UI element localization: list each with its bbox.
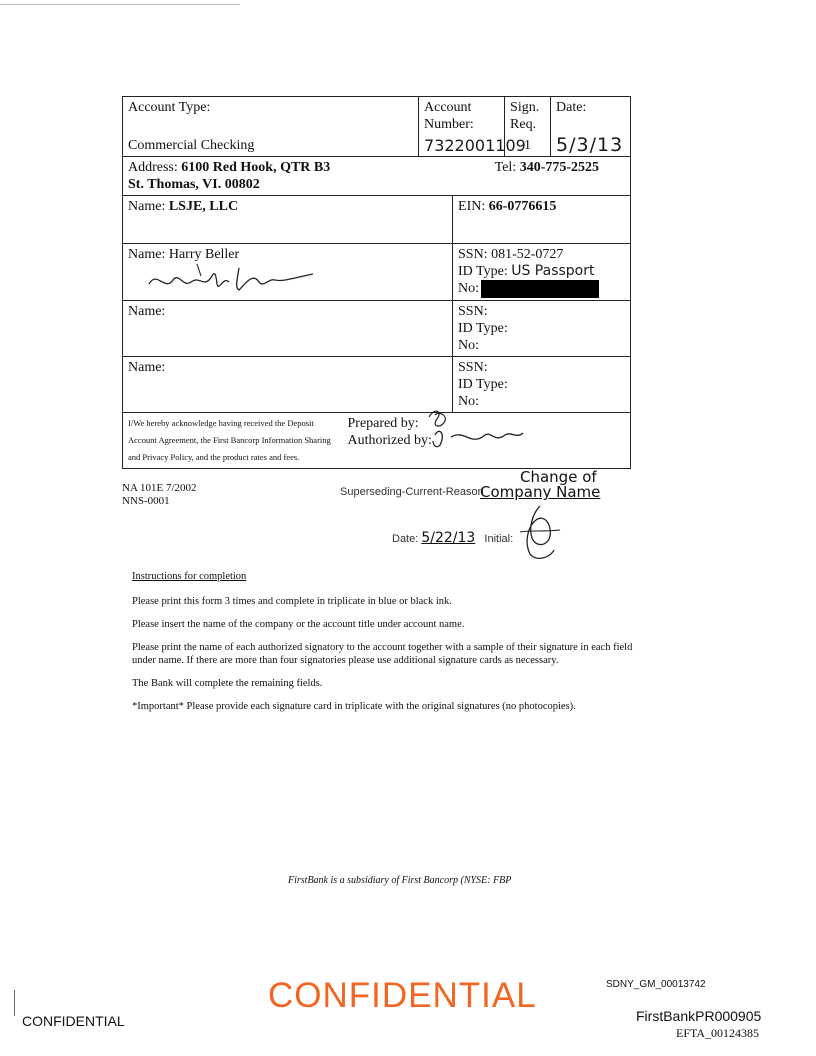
- address-label: Address:: [128, 160, 178, 175]
- date-label: Date:: [551, 97, 631, 136]
- instructions-section: [132, 570, 652, 723]
- signatory-1-ssn-value: 081-52-0727: [491, 247, 564, 262]
- superseding-label: Superseding-Current-Reason: [340, 486, 484, 498]
- company-name-label: Name:: [128, 199, 166, 214]
- signatory-1-id-cell: [453, 244, 631, 301]
- acknowledgement-text: I/We hereby acknowledge having received the Deposit Account Agreement, the First Bancorp Information Sharing and Privacy Policy, and the product rates and fees.: [123, 413, 343, 469]
- ein-value: 66-0776615: [488, 199, 557, 214]
- account-values-row: [123, 135, 631, 157]
- instruction-item: Please insert the name of the company or the account title under account name.: [132, 619, 465, 630]
- signatory-2-id-cell: [453, 301, 631, 357]
- left-margin-line: [14, 990, 15, 1016]
- signatory-3-id-type-label: ID Type:: [458, 377, 508, 392]
- initial-label: Initial:: [484, 533, 514, 545]
- ein-label: EIN:: [458, 199, 486, 214]
- handwritten-change-reason: [480, 470, 600, 500]
- signature-card-table: [122, 96, 631, 469]
- account-type-label: Account Type:: [123, 97, 419, 136]
- company-row: [123, 196, 631, 244]
- signatory-row-2: [123, 301, 631, 357]
- ein-cell: [453, 196, 631, 244]
- instructions-title: Instructions for completion: [132, 571, 247, 582]
- signatory-2-no-label: No:: [458, 338, 480, 353]
- prepared-authorized-cell: [343, 413, 631, 469]
- tel-value: 340-775-2525: [519, 160, 600, 175]
- prepared-by-label: Prepared by:: [347, 416, 419, 431]
- firstbank-bates-number: FirstBankPR000905: [636, 1008, 762, 1024]
- signatory-row-3: [123, 357, 631, 413]
- signatory-2-name-label: Name:: [128, 304, 166, 319]
- date-value: 5/3/13: [551, 135, 631, 157]
- signatory-3-no-label: No:: [458, 394, 480, 409]
- supersede-date-line: [392, 530, 513, 546]
- signatory-row-1: [123, 244, 631, 301]
- initial-signature-scribble: [514, 502, 564, 562]
- acknowledgement-row: [123, 413, 631, 469]
- address-line1: 6100 Red Hook, QTR B3: [181, 160, 331, 175]
- address-row: [123, 157, 631, 196]
- signatory-3-ssn-label: SSN:: [458, 360, 488, 375]
- signatory-1-id-type-label: ID Type:: [458, 264, 508, 279]
- instruction-item: Please print the name of each authorized signatory to the account together with a sample of their signature in each field under name. If there are more than four signatories please use additional signature cards as necessary.: [132, 642, 633, 666]
- change-reason-line1: Change of: [520, 468, 597, 486]
- confidential-stamp-large: CONFIDENTIAL: [268, 976, 537, 1015]
- instruction-item: *Important* Please provide each signature card in triplicate with the original signatures (no photocopies).: [132, 701, 576, 712]
- company-name-value: LSJE, LLC: [168, 199, 239, 214]
- signatory-1-name-value: Harry Beller: [168, 247, 240, 262]
- company-name-cell: [123, 196, 453, 244]
- account-header-row: [123, 97, 631, 136]
- subsidiary-note: FirstBank is a subsidiary of First Bancorp (NYSE: FBP: [288, 875, 512, 886]
- instruction-item: The Bank will complete the remaining fields.: [132, 678, 323, 689]
- account-type-value: Commercial Checking: [123, 135, 419, 157]
- sign-req-value: 1: [505, 135, 551, 157]
- signatory-2-id-type-label: ID Type:: [458, 321, 508, 336]
- signatory-2-name-cell: [123, 301, 453, 357]
- change-reason-line2: Company Name: [480, 483, 601, 501]
- signatory-1-no-label: No:: [458, 281, 480, 297]
- form-number: NA 101E 7/2002: [122, 482, 197, 494]
- form-code: NNS-0001: [122, 495, 170, 507]
- authorized-by-label: Authorized by:: [347, 433, 432, 448]
- signature-harry-beller: [143, 262, 333, 296]
- authorized-signature-scribble: [425, 403, 535, 453]
- supersede-date-value: 5/22/13: [421, 530, 476, 546]
- address-line2: St. Thomas, VI. 00802: [128, 177, 260, 192]
- address-cell: [123, 157, 631, 196]
- signatory-1-id-type-value: US Passport: [511, 263, 595, 279]
- sdny-bates-number: SDNY_GM_00013742: [606, 979, 706, 990]
- confidential-stamp-small: CONFIDENTIAL: [22, 1013, 125, 1029]
- signatory-3-name-label: Name:: [128, 360, 166, 375]
- redaction-block: [481, 280, 599, 298]
- instruction-item: Please print this form 3 times and complete in triplicate in blue or black ink.: [132, 596, 452, 607]
- signatory-1-name-cell: [123, 244, 453, 301]
- sign-req-label: Sign. Req.: [505, 97, 551, 136]
- account-number-label: Account Number:: [419, 97, 505, 136]
- signatory-3-name-cell: [123, 357, 453, 413]
- top-edge-line: [0, 4, 240, 5]
- signatory-1-name-label: Name:: [128, 247, 166, 262]
- signatory-1-ssn-label: SSN:: [458, 247, 488, 262]
- supersede-date-label: Date:: [392, 533, 419, 545]
- efta-number: EFTA_00124385: [676, 1026, 760, 1040]
- tel-label: Tel:: [494, 160, 517, 175]
- form-meta: [122, 482, 197, 508]
- account-number-value: 7322001109: [419, 135, 505, 157]
- signatory-2-ssn-label: SSN:: [458, 304, 488, 319]
